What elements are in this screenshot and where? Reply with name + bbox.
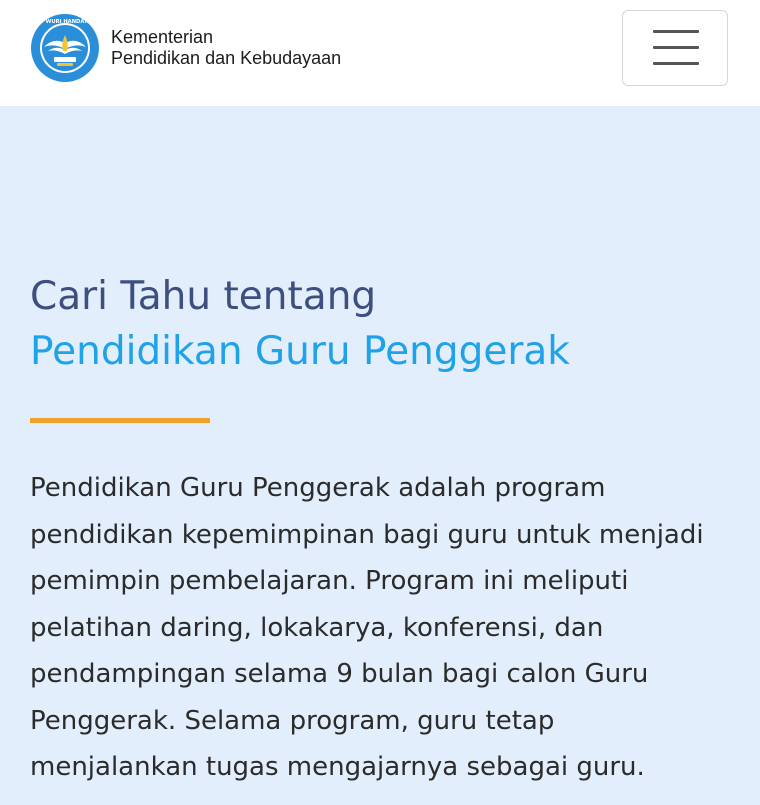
ministry-name[interactable]	[111, 27, 341, 69]
description-line: pelatihan daring, lokakarya, konferensi, dan	[30, 612, 604, 643]
site-header	[0, 0, 760, 106]
title-divider	[30, 418, 210, 423]
brand-line-2: Pendidikan dan Kebudayaan	[111, 48, 342, 68]
hero-title-line-2: Pendidikan Guru Penggerak	[30, 329, 570, 374]
logo-text: TUT WURI HANDAYANI	[32, 19, 98, 25]
description-line: Pendidikan Guru Penggerak adalah program	[30, 473, 606, 503]
hero-description	[30, 465, 745, 791]
description-line: Penggerak. Selama program, guru tetap	[30, 705, 555, 736]
tut-wuri-handayani-logo[interactable]	[30, 13, 100, 83]
description-line: pendampingan selama 9 bulan bagi calon Guru	[30, 659, 649, 689]
hamburger-icon	[653, 30, 699, 66]
description-line: pemimpin pembelajaran. Program ini meliputi	[30, 566, 629, 596]
description-line: pendidikan kepemimpinan bagi guru untuk menjadi	[30, 519, 704, 550]
brand-line-1: Kementerian	[111, 27, 214, 47]
menu-toggle-button[interactable]	[622, 10, 728, 86]
description-line: menjalankan tugas mengajarnya sebagai guru.	[30, 752, 645, 782]
hero-title-line-1: Cari Tahu tentang	[30, 274, 377, 319]
